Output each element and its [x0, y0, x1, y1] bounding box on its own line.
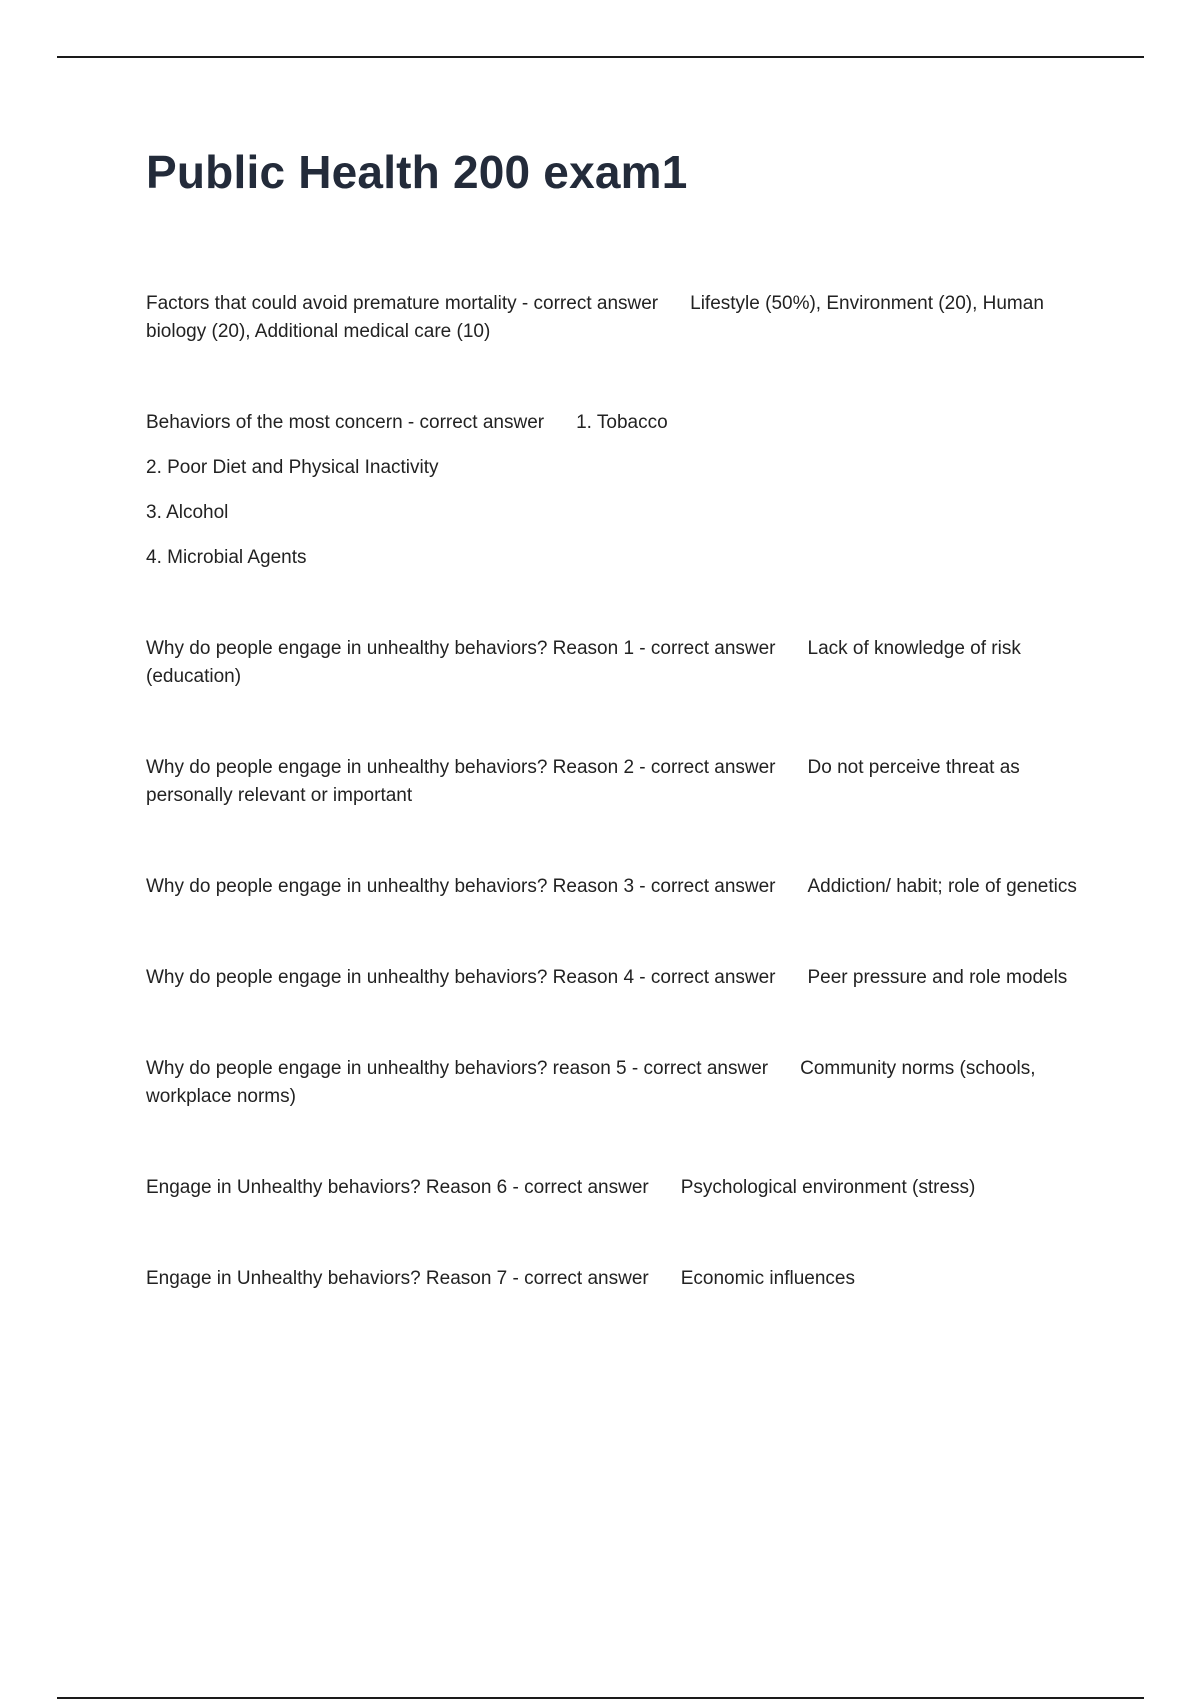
- flashcard-question: Why do people engage in unhealthy behaviors? Reason 4 - correct answer: [146, 967, 776, 988]
- flashcard-6: [146, 964, 1086, 992]
- flashcard-2: [146, 409, 1086, 437]
- flashcard-answer: 1. Tobacco: [576, 412, 668, 433]
- flashcard-5: [146, 873, 1086, 901]
- flashcard-answer-line: 2. Poor Diet and Physical Inactivity: [146, 457, 439, 478]
- flashcard-9: [146, 1265, 1086, 1293]
- flashcard-3: [146, 635, 1086, 691]
- flashcard-answer: Lack of knowledge of risk (education): [146, 638, 1021, 687]
- flashcard-question: Engage in Unhealthy behaviors? Reason 6 - correct answer: [146, 1177, 649, 1198]
- flashcard-8: [146, 1174, 1086, 1202]
- flashcard-answer: Peer pressure and role models: [807, 967, 1068, 988]
- flashcard-question: Why do people engage in unhealthy behaviors? Reason 3 - correct answer: [146, 876, 776, 897]
- flashcard-question: Behaviors of the most concern - correct answer: [146, 412, 545, 433]
- flashcard-answer: Addiction/ habit; role of genetics: [807, 876, 1077, 897]
- flashcard-answer: Lifestyle (50%), Environment (20), Human biology (20), Additional medical care (10): [146, 293, 1044, 342]
- flashcard-question: Why do people engage in unhealthy behaviors? Reason 2 - correct answer: [146, 757, 776, 778]
- page-title: Public Health 200 exam1: [146, 146, 688, 198]
- top-rule: [57, 56, 1144, 58]
- bottom-rule: [57, 1697, 1144, 1699]
- flashcard-list: [146, 290, 1086, 1293]
- flashcard-question: Why do people engage in unhealthy behaviors? Reason 1 - correct answer: [146, 638, 776, 659]
- flashcard-answer: Economic influences: [680, 1268, 855, 1289]
- flashcard-7: [146, 1055, 1086, 1111]
- flashcard-question: Why do people engage in unhealthy behaviors? reason 5 - correct answer: [146, 1058, 769, 1079]
- flashcard-answer-line: 4. Microbial Agents: [146, 547, 307, 568]
- flashcard-question: Factors that could avoid premature mortality - correct answer: [146, 293, 659, 314]
- flashcard-4: [146, 754, 1086, 810]
- flashcard-answer: Community norms (schools, workplace norms): [146, 1058, 1036, 1107]
- flashcard-answer: Do not perceive threat as personally relevant or important: [146, 757, 1020, 806]
- flashcard-question: Engage in Unhealthy behaviors? Reason 7 - correct answer: [146, 1268, 649, 1289]
- flashcard-answer-line: 3. Alcohol: [146, 502, 229, 523]
- flashcard-answer: Psychological environment (stress): [680, 1177, 976, 1198]
- flashcard-1: [146, 290, 1086, 346]
